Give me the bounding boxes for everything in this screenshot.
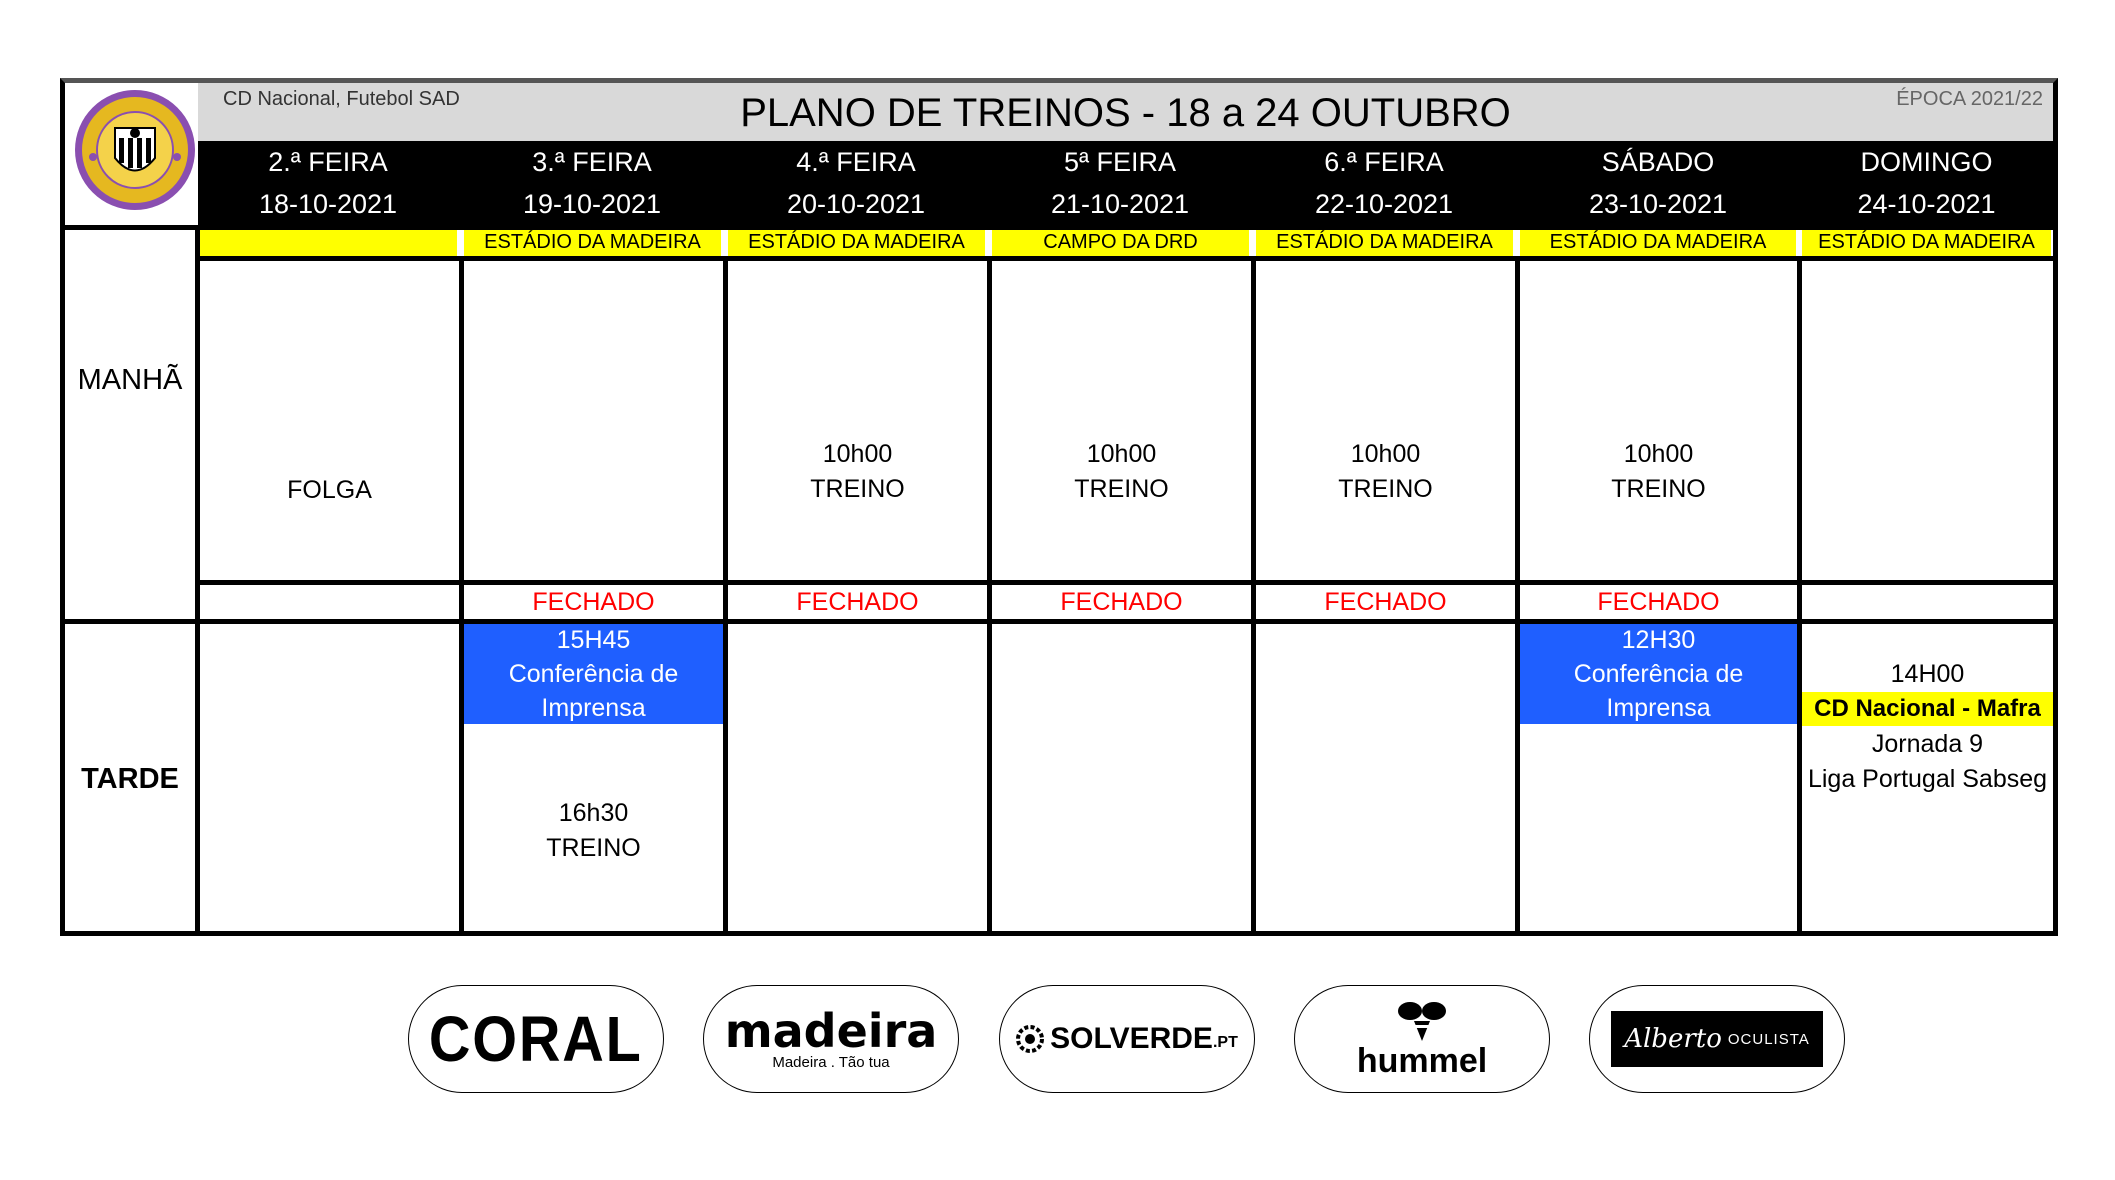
- sponsor-solverde: [999, 985, 1255, 1093]
- session-activity: TREINO: [1338, 475, 1433, 503]
- session-time: 10h00: [1086, 440, 1157, 468]
- session-activity: TREINO: [1074, 475, 1169, 503]
- hummel-bee-icon: [1396, 999, 1448, 1043]
- press-label: Imprensa: [541, 694, 646, 722]
- day-name: 2.ª FEIRA: [268, 147, 388, 177]
- day-name: 4.ª FEIRA: [796, 147, 916, 177]
- venue-sun: ESTÁDIO DA MADEIRA: [1802, 229, 2051, 256]
- venue-wed: ESTÁDIO DA MADEIRA: [728, 229, 985, 256]
- day-date: 23-10-2021: [1588, 189, 1728, 219]
- solverde-suffix: .PT: [1212, 1034, 1238, 1051]
- session-time: 10h00: [1350, 440, 1421, 468]
- match-time: 14H00: [1890, 659, 1965, 688]
- press-label: Conferência de: [508, 660, 679, 688]
- session-time: 16h30: [558, 799, 629, 827]
- venue-fri: ESTÁDIO DA MADEIRA: [1256, 229, 1513, 256]
- day-date: 24-10-2021: [1857, 189, 1996, 219]
- session-activity: TREINO: [546, 834, 641, 862]
- press-label: Conferência de: [1573, 660, 1744, 688]
- sponsor-madeira: [703, 985, 959, 1093]
- session-time: 10h00: [1623, 440, 1694, 468]
- status-closed-thu: FECHADO: [1060, 588, 1183, 616]
- session-tue-afternoon: [464, 795, 723, 867]
- match-fixture: CD Nacional - Mafra: [1802, 692, 2053, 726]
- session-time: 10h00: [822, 440, 893, 468]
- sponsor-coral: [408, 985, 664, 1093]
- day-date: 21-10-2021: [1050, 189, 1190, 219]
- match-league: Liga Portugal Sabseg: [1807, 765, 2048, 793]
- alberto-suffix: OCULISTA: [1727, 1030, 1810, 1048]
- day-name: 5ª FEIRA: [1063, 147, 1177, 177]
- alberto-logo: Alberto: [1624, 1024, 1722, 1054]
- status-closed-tue: FECHADO: [532, 588, 655, 616]
- venue-tue: ESTÁDIO DA MADEIRA: [464, 229, 721, 256]
- session-fri: [1256, 436, 1515, 508]
- period-afternoon: TARDE: [81, 762, 179, 795]
- sponsor-alberto-oculista: [1589, 985, 1845, 1093]
- press-conference-sat: [1520, 624, 1797, 724]
- venue-sat: ESTÁDIO DA MADEIRA: [1520, 229, 1796, 256]
- session-activity: TREINO: [810, 475, 905, 503]
- match-details: [1802, 727, 2053, 797]
- period-morning: MANHÃ: [77, 363, 183, 396]
- session-thu: [992, 436, 1251, 508]
- coral-logo: CORAL: [429, 1003, 643, 1075]
- press-conference-tue: [464, 624, 723, 724]
- day-date: 20-10-2021: [786, 189, 926, 219]
- hummel-logo: hummel: [1356, 1042, 1488, 1080]
- madeira-logo: madeira: [724, 1003, 938, 1058]
- club-name: CD Nacional, Futebol SAD: [223, 88, 460, 110]
- day-name: 3.ª FEIRA: [532, 147, 652, 177]
- day-name: SÁBADO: [1601, 147, 1715, 177]
- madeira-tagline: Madeira . Tão tua: [772, 1053, 890, 1071]
- session-activity: TREINO: [1611, 475, 1706, 503]
- day-date: 22-10-2021: [1314, 189, 1454, 219]
- solverde-logo: SOLVERDE: [1050, 1022, 1213, 1055]
- solverde-sun-icon: [1016, 1025, 1044, 1053]
- day-name: 6.ª FEIRA: [1324, 147, 1444, 177]
- season-label: ÉPOCA 2021/22: [1896, 88, 2043, 110]
- alberto-logo-box: [1611, 1011, 1823, 1067]
- press-time: 12H30: [1621, 626, 1696, 654]
- activity-mon: FOLGA: [287, 475, 372, 504]
- venue-thu: CAMPO DA DRD: [992, 229, 1249, 256]
- status-closed-sat: FECHADO: [1597, 588, 1720, 616]
- day-name: DOMINGO: [1860, 147, 1993, 177]
- match-round: Jornada 9: [1871, 730, 1984, 758]
- session-sat: [1520, 436, 1797, 508]
- press-time: 15H45: [556, 626, 631, 654]
- day-date: 19-10-2021: [522, 189, 662, 219]
- sponsor-hummel: [1294, 985, 1550, 1093]
- day-date: 18-10-2021: [258, 189, 398, 219]
- status-closed-fri: FECHADO: [1324, 588, 1447, 616]
- session-wed: [728, 436, 987, 508]
- page-title: PLANO DE TREINOS - 18 a 24 OUTUBRO: [740, 90, 1511, 135]
- status-closed-wed: FECHADO: [796, 588, 919, 616]
- press-label: Imprensa: [1606, 694, 1711, 722]
